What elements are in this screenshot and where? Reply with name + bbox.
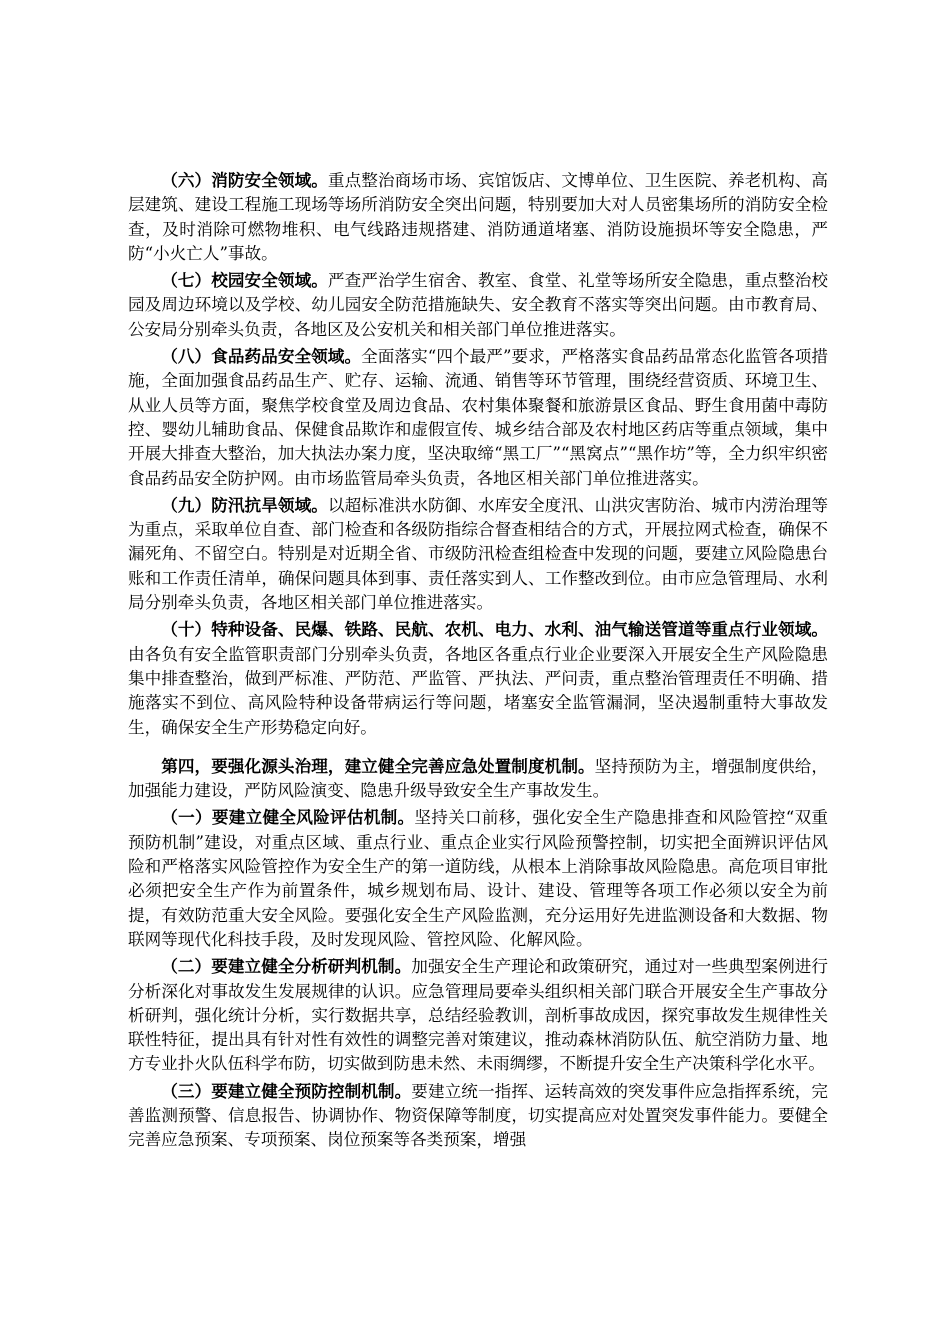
paragraph-heading: （一）要建立健全风险评估机制。 bbox=[161, 807, 415, 828]
paragraph-heading: （二）要建立健全分析研判机制。 bbox=[161, 956, 412, 977]
paragraph-text: 全面落实“四个最严”要求，严格落实食品药品常态化监管各项措施，全面加强食品药品生产、贮存、运输、流通、销售等环节管理，围绕经营资质、环境卫生、从业人员等方面，聚焦学校食堂及周边食品、农村集体聚餐和旅游景区食品、野生食用菌中毒防控、婴幼儿辅助食品、保健食品欺诈和虚假宣传、城乡结合部及农村地区药店等重点领域，集中开展大排查大整治，加大执法办案力度，坚决取缔“黑工厂”“黑窝点”“黑作坊”等，全力织牢织密食品药品安全防护网。由市场监管局牵头负责，各地区相关部门单位推进落实。 bbox=[128, 347, 829, 488]
paragraph-prevention-control bbox=[128, 1079, 828, 1153]
paragraph-flood-drought bbox=[128, 493, 828, 615]
paragraph-risk-assessment bbox=[128, 805, 828, 952]
paragraph-text: 加强安全生产理论和政策研究，通过对一些典型案例进行分析深化对事故发生发展规律的认识。应急管理局要牵头组织相关部门联合开展安全生产事故分析研判，强化统计分析，实行数据共享，总结经验教训，剖析事故成因，探究事故发生规律性关联性特征，提出具有针对性有效性的调整完善对策建议，推动森林消防队伍、航空消防力量、地方专业扑火队伍科学布防，切实做到防患未然、未雨绸缪，不断提升安全生产决策科学化水平。 bbox=[128, 957, 829, 1074]
paragraph-fire-safety bbox=[128, 168, 828, 266]
paragraph-campus-safety bbox=[128, 268, 828, 342]
paragraph-heading: （六）消防安全领域。 bbox=[161, 170, 328, 190]
document-page bbox=[128, 168, 828, 1155]
paragraph-heading: （三）要建立健全预防控制机制。 bbox=[161, 1080, 412, 1101]
paragraph-section-four bbox=[128, 754, 828, 804]
paragraph-heading: （九）防汛抗旱领域。 bbox=[161, 494, 328, 515]
paragraph-heading: （十）特种设备、民爆、铁路、民航、农机、电力、水利、油气输送管道等重点行业领域。 bbox=[161, 619, 828, 640]
paragraph-heading: （八）食品药品安全领域。 bbox=[161, 346, 362, 367]
section-gap bbox=[128, 742, 828, 754]
paragraph-text: 以超标准洪水防御、水库安全度汛、山洪灾害防治、城市内涝治理等为重点，采取单位自查、部门检查和各级防指综合督查相结合的方式，开展拉网式检查，确保不漏死角、不留空白。特别是对近期全省、市级防汛检查组检查中发现的问题，要建立风险隐患台账和工作责任清单，确保问题具体到事、责任落实到人、工作整改到位。由市应急管理局、水利局分别牵头负责，各地区相关部门单位推进落实。 bbox=[128, 495, 829, 613]
paragraph-text: 严查严治学生宿舍、教室、食堂、礼堂等场所安全隐患，重点整治校园及周边环境以及学校、幼儿园安全防范措施缺失、安全教育不落实等突出问题。由市教育局、公安局分别牵头负责，各地区及公安机关和相关部门单位推进落实。 bbox=[128, 271, 829, 339]
paragraph-text: 坚持关口前移，强化安全生产隐患排查和风险管控“双重预防机制”建设，对重点区域、重点行业、重点企业实行风险预警控制，切实把全面辨识评估风险和严格落实风险管控作为安全生产的第一道防线，从根本上消除事故风险隐患。高危项目审批必须把安全生产作为前置条件，城乡规划布局、设计、建设、管理等各项工作必须以安全为前提，有效防范重大安全风险。要强化安全生产风险监测，充分运用好先进监测设备和大数据、物联网等现代化科技手段，及时发现风险、管控风险、化解风险。 bbox=[128, 808, 828, 949]
paragraph-text: 由各负有安全监管职责部门分别牵头负责，各地区各重点行业企业要深入开展安全生产风险隐患集中排查整治，做到严标准、严防范、严监管、严执法、严问责，重点整治管理责任不明确、措施落实不到位、高风险特种设备带病运行等问题，堵塞安全监管漏洞，坚决遏制重特大事故发生，确保安全生产形势稳定向好。 bbox=[128, 644, 828, 737]
paragraph-text: 重点整治商场市场、宾馆饭店、文博单位、卫生医院、养老机构、高层建筑、建设工程施工现场等场所消防安全突出问题，特别要加大对人员密集场所的消防安全检查，及时消除可燃物堆积、电气线路违规搭建、消防通道堵塞、消防设施损坏等安全隐患，严防“小火亡人”事故。 bbox=[128, 171, 829, 263]
paragraph-text: 要建立统一指挥、运转高效的突发事件应急指挥系统，完善监测预警、信息报告、协调协作、物资保障等制度，切实提高应对处置突发事件能力。要健全完善应急预案、专项预案、岗位预案等各类预案，增强 bbox=[128, 1081, 829, 1150]
paragraph-heading: 第四，要强化源头治理，建立健全完善应急处置制度机制。 bbox=[161, 755, 595, 776]
paragraph-text: 坚持预防为主，增强制度供给，加强能力建设，严防风险演变、隐患升级导致安全生产事故发生。 bbox=[128, 756, 829, 801]
paragraph-analysis-judgment bbox=[128, 954, 828, 1076]
paragraph-food-drug-safety bbox=[128, 344, 828, 491]
paragraph-key-industries bbox=[128, 617, 828, 739]
paragraph-heading: （七）校园安全领域。 bbox=[161, 270, 328, 291]
